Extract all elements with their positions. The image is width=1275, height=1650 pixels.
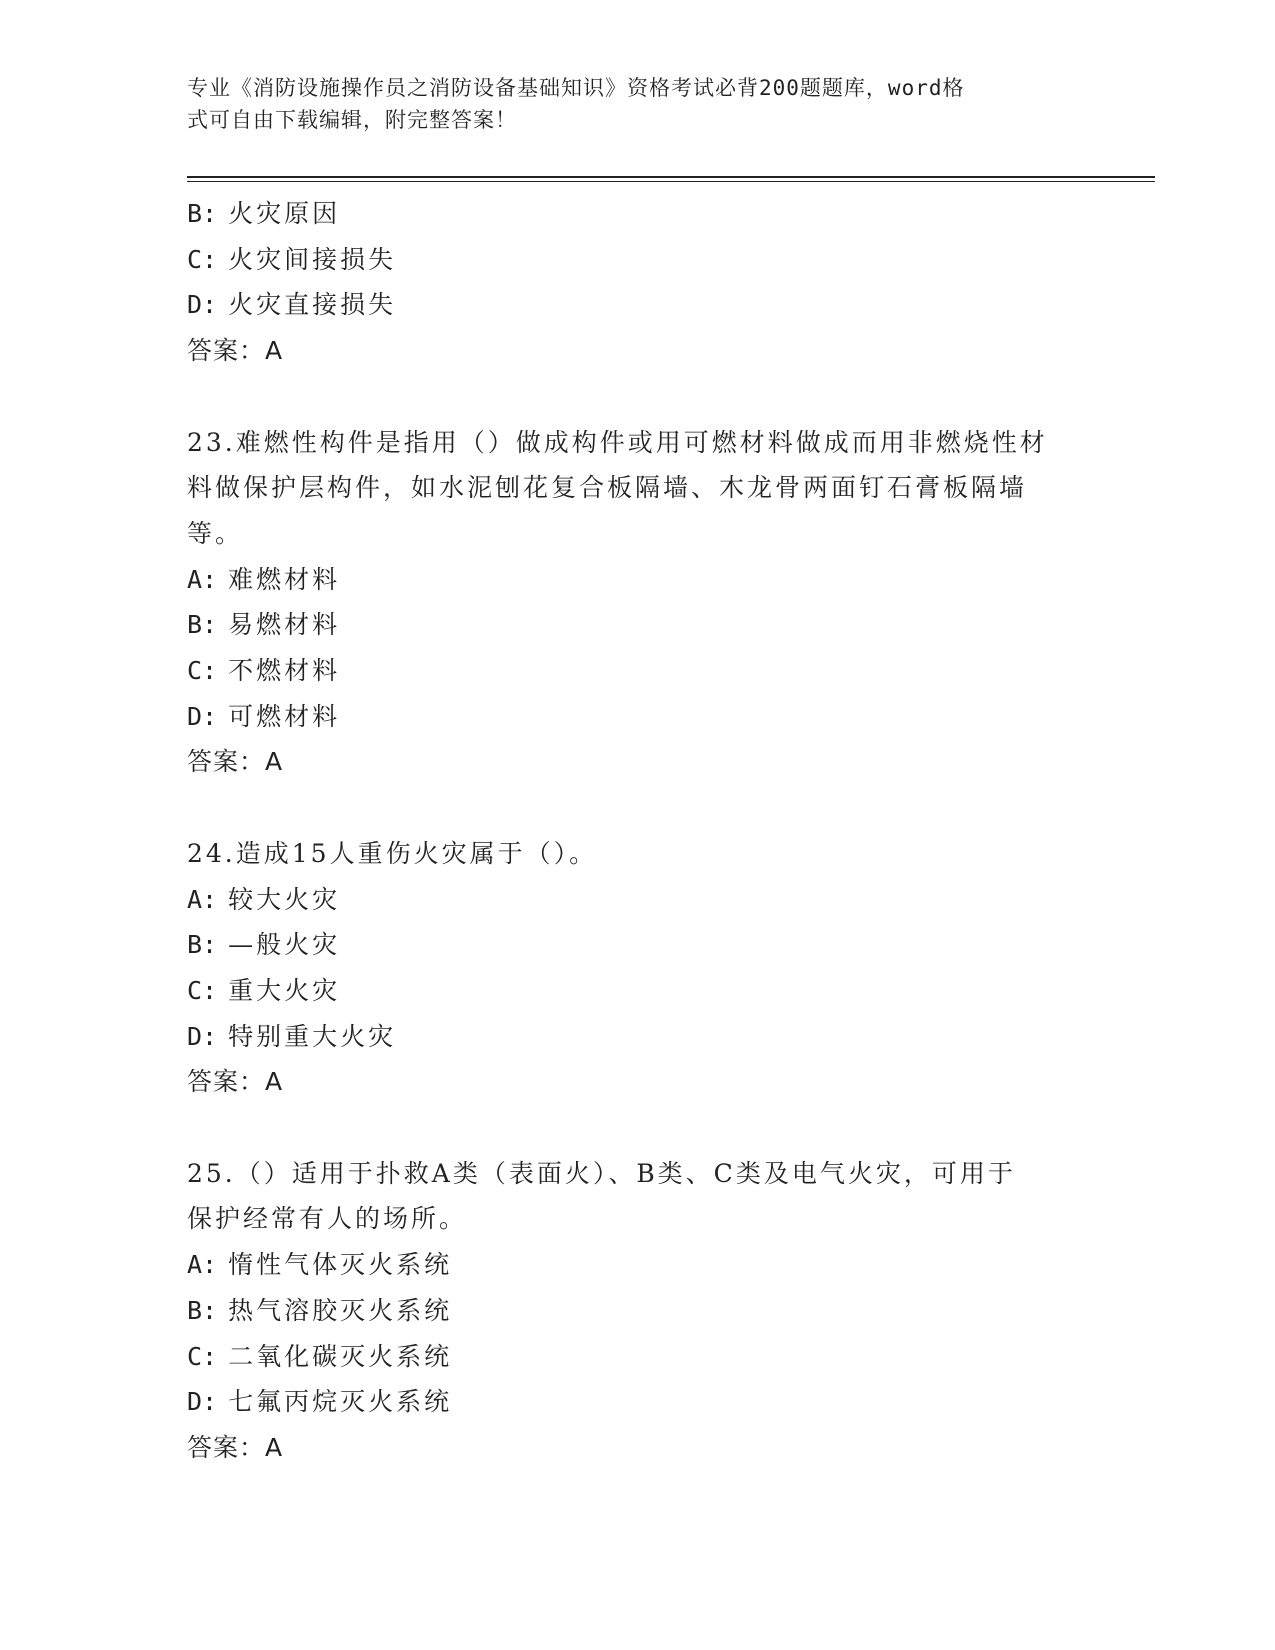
option-text: 特别重大火灾	[228, 1021, 397, 1051]
header-divider-thick	[187, 176, 1155, 178]
option-b	[187, 602, 1087, 648]
option-c	[187, 237, 1087, 283]
answer-line: 答案：A	[187, 1067, 284, 1097]
header-divider-thin	[187, 181, 1155, 182]
option-a	[187, 557, 1087, 603]
question-24-block	[187, 831, 1087, 1105]
option-text: 火灾间接损失	[228, 244, 397, 274]
option-text: 难燃材料	[228, 564, 341, 594]
option-d	[187, 1379, 1087, 1425]
option-a	[187, 877, 1087, 923]
header-line-1: 专业《消防设施操作员之消防设备基础知识》资格考试必背200题题库，word格	[187, 76, 965, 100]
question-content	[187, 191, 1087, 1471]
option-b	[187, 191, 1087, 237]
option-text: 重大火灾	[228, 975, 341, 1005]
option-letter: B:	[187, 1295, 218, 1325]
header-line-2: 式可自由下载编辑，附完整答案！	[187, 108, 517, 132]
option-text: 不燃材料	[228, 656, 341, 686]
option-d	[187, 694, 1087, 740]
option-b	[187, 922, 1087, 968]
option-letter: D:	[187, 1387, 218, 1417]
option-letter: D:	[187, 1021, 218, 1051]
prev-question-block	[187, 191, 1087, 374]
answer-line: 答案：A	[187, 747, 284, 777]
option-text: 可燃材料	[228, 701, 341, 731]
option-letter: C:	[187, 244, 218, 274]
option-letter: A:	[187, 884, 218, 914]
question-stem-line: 料做保护层构件，如水泥刨花复合板隔墙、木龙骨两面钉石膏板隔墙	[187, 473, 1028, 503]
option-letter: B:	[187, 610, 218, 640]
answer-line: 答案：A	[187, 1432, 284, 1462]
spacer	[187, 1105, 1087, 1151]
option-text: 惰性气体灭火系统	[228, 1250, 453, 1280]
option-text: 火灾直接损失	[228, 290, 397, 320]
option-letter: B:	[187, 930, 218, 960]
option-text: —般火灾	[228, 930, 341, 960]
option-letter: C:	[187, 975, 218, 1005]
option-letter: B:	[187, 199, 218, 228]
option-letter: D:	[187, 701, 218, 731]
spacer	[187, 785, 1087, 831]
option-letter: A:	[187, 564, 218, 594]
option-letter: A:	[187, 1250, 218, 1280]
option-c	[187, 968, 1087, 1014]
question-stem-line: 23.难燃性构件是指用（）做成构件或用可燃材料做成而用非燃烧性材	[187, 427, 1048, 457]
option-a	[187, 1242, 1087, 1288]
question-stem-line: 保护经常有人的场所。	[187, 1204, 468, 1234]
option-text: 易燃材料	[228, 610, 341, 640]
option-b	[187, 1288, 1087, 1334]
question-25-block	[187, 1151, 1087, 1471]
question-stem-line: 24.造成15人重伤火灾属于（）。	[187, 838, 598, 868]
answer-line: 答案：A	[187, 336, 284, 366]
option-c	[187, 648, 1087, 694]
option-text: 火灾原因	[228, 199, 341, 228]
question-23-block	[187, 420, 1087, 786]
option-letter: C:	[187, 1341, 218, 1371]
option-letter: D:	[187, 290, 218, 320]
option-text: 二氧化碳灭火系统	[228, 1341, 453, 1371]
question-stem-line: 等。	[187, 518, 244, 548]
document-header	[187, 72, 1087, 136]
option-text: 较大火灾	[228, 884, 341, 914]
option-text: 七氟丙烷灭火系统	[228, 1387, 453, 1417]
option-letter: C:	[187, 656, 218, 686]
option-c	[187, 1334, 1087, 1380]
question-stem-line: 25.（）适用于扑救A类（表面火）、B类、C类及电气火灾，可用于	[187, 1158, 1016, 1188]
option-d	[187, 282, 1087, 328]
option-text: 热气溶胶灭火系统	[228, 1295, 453, 1325]
option-d	[187, 1014, 1087, 1060]
spacer	[187, 374, 1087, 420]
